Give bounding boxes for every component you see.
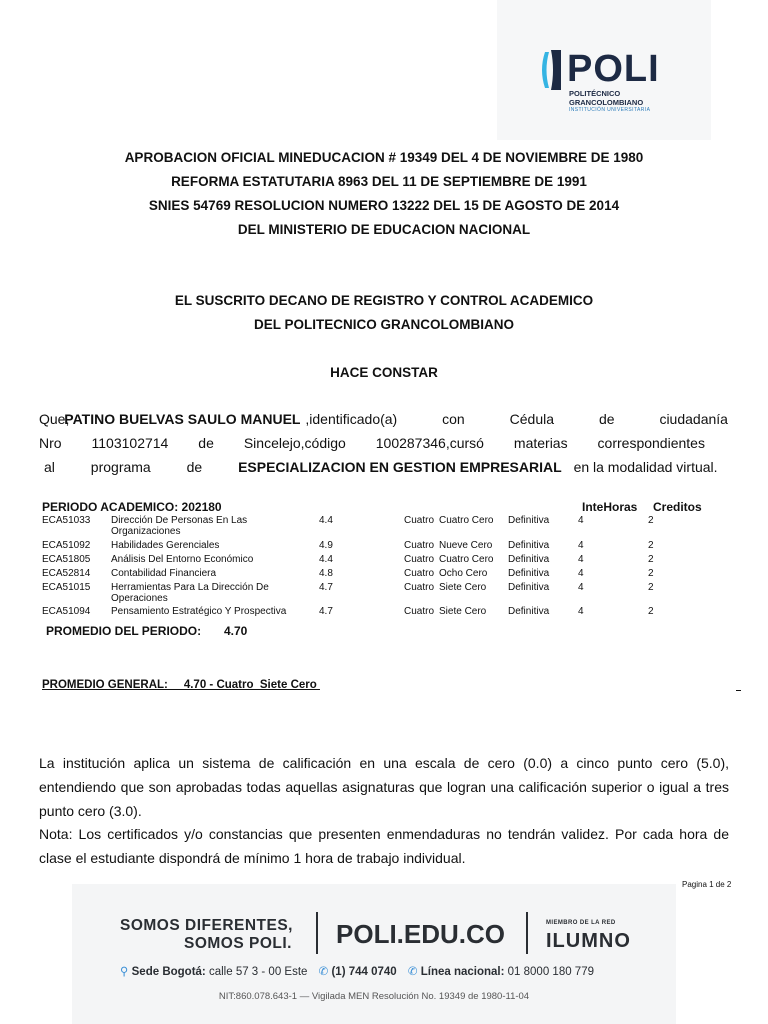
course-code: ECA51015 (42, 582, 91, 593)
statement-word: de (598, 411, 615, 427)
course-credits: 2 (648, 606, 654, 617)
national-line-number: 01 8000 180 779 (507, 966, 594, 978)
col-hours-header: InteHoras (582, 500, 638, 514)
course-grade: 4.8 (319, 568, 333, 579)
course-status: Definitiva (508, 606, 550, 617)
table-row (0, 515, 768, 543)
course-name: Herramientas Para La Dirección De Operaciones (111, 582, 269, 604)
period-average-label: PROMEDIO DEL PERIODO: (46, 624, 202, 638)
footer-divider (526, 912, 528, 954)
course-hours: 4 (578, 554, 584, 565)
grade-word-2: Siete Cero (439, 582, 487, 593)
statement-line-1 (39, 407, 728, 431)
phone-icon: ✆ (407, 966, 418, 978)
footer-network-name: ILUMNO (546, 930, 631, 952)
course-hours: 4 (578, 540, 584, 551)
footer-slogan-2: SOMOS POLI. (184, 935, 292, 952)
sede-label: Sede Bogotá: (131, 966, 206, 978)
signatory-line-1: EL SUSCRITO DECANO DE REGISTRO Y CONTROL ACADEMICO (174, 293, 594, 308)
course-credits: 2 (648, 568, 654, 579)
stray-underline (736, 690, 741, 691)
statement-word: con (442, 411, 465, 427)
program-name: ESPECIALIZACION EN GESTION EMPRESARIAL (238, 459, 562, 475)
phone-number: (1) 744 0740 (331, 966, 397, 978)
grade-word-2: Siete Cero (439, 606, 487, 617)
course-credits: 2 (648, 540, 654, 551)
header-line-3: SNIES 54769 RESOLUCION NUMERO 13222 DEL 15 DE AGOSTO DE 2014 (148, 198, 620, 213)
course-code: ECA51092 (42, 540, 91, 551)
hace-constar-heading: HACE CONSTAR (330, 365, 438, 380)
course-credits: 2 (648, 582, 654, 593)
sede-address: calle 57 3 - 00 Este (208, 966, 308, 978)
grade-word-1: Cuatro (404, 568, 435, 579)
header-line-2: REFORMA ESTATUTARIA 8963 DEL 11 DE SEPTIEMBRE DE 1991 (171, 174, 587, 189)
statement-word: materias (513, 435, 568, 451)
grade-word-1: Cuatro (404, 540, 435, 551)
footer-slogan-1: SOMOS DIFERENTES, (120, 917, 293, 934)
course-status: Definitiva (508, 515, 550, 526)
statement-word: en la modalidad virtual. (573, 459, 718, 475)
course-code: ECA51805 (42, 554, 91, 565)
grading-scale-note: La institución aplica un sistema de calificación en una escala de cero (0.0) a cinco punto cero (5.0), entendiendo que son aprobadas todas aquellas asignaturas que logran una calificación superior o igual a tres punto cero (3.0). (39, 755, 729, 819)
statement-word: ,identificado(a) (305, 411, 398, 427)
course-grade: 4.4 (319, 554, 333, 565)
period-average-value: 4.70 (224, 624, 248, 638)
course-status: Definitiva (508, 582, 550, 593)
student-name: PATINO BUELVAS SAULO MANUEL (64, 411, 301, 427)
statement-word: correspondientes (597, 435, 705, 451)
statement-word: de (186, 459, 203, 475)
header-line-1: APROBACION OFICIAL MINEDUCACION # 19349 DEL 4 DE NOVIEMBRE DE 1980 (124, 150, 644, 165)
course-hours: 4 (578, 515, 584, 526)
logo-line-3: INSTITUCIÓN UNIVERSITARIA (569, 107, 651, 113)
statement-word: Cédula (509, 411, 555, 427)
student-code: 100287346,cursó (375, 435, 484, 451)
course-status: Definitiva (508, 540, 550, 551)
footer-nit: NIT:860.078.643-1 — Vigilada MEN Resolución No. 19349 de 1980-11-04 (218, 991, 530, 1002)
national-line-label: Línea nacional: (420, 966, 505, 978)
footer-banner (72, 884, 676, 1024)
statement-word: ciudadanía (659, 411, 728, 427)
col-credits-header: Creditos (653, 500, 702, 514)
course-code: ECA51033 (42, 515, 91, 526)
grade-word-2: Cuatro Cero (439, 515, 494, 526)
course-name: Pensamiento Estratégico Y Prospectiva (111, 606, 287, 617)
logo-box (497, 0, 711, 140)
footer-member-label: MIEMBRO DE LA RED (546, 920, 616, 926)
footer-website: POLI.EDU.CO (336, 919, 506, 949)
course-hours: 4 (578, 568, 584, 579)
course-name: Contabilidad Financiera (111, 568, 217, 579)
statement-line-3 (39, 455, 729, 479)
phone-icon: ✆ (318, 966, 329, 978)
page-number: Pagina 1 de 2 (682, 880, 732, 889)
statement-word: Que, (39, 411, 70, 427)
course-name: Análisis Del Entorno Económico (111, 554, 254, 565)
course-status: Definitiva (508, 554, 550, 565)
grade-word-2: Nueve Cero (439, 540, 493, 551)
statement-word: Sincelejo,código (243, 435, 346, 451)
location-pin-icon: ⚲ (120, 966, 129, 978)
course-hours: 4 (578, 606, 584, 617)
validity-note: Nota: Los certificados y/o constancias que presenten enmendaduras no tendrán validez. Por cada hora de clase el estudiante dispondrá de mínimo 1 hora de trabajo individual. (39, 826, 729, 866)
course-status: Definitiva (508, 568, 550, 579)
statement-line-2 (39, 431, 705, 455)
course-grade: 4.4 (319, 515, 333, 526)
grade-word-1: Cuatro (404, 515, 435, 526)
statement-word: Nro (39, 435, 62, 451)
course-grade: 4.7 (319, 582, 333, 593)
footer-divider (316, 912, 318, 954)
course-grade: 4.9 (319, 540, 333, 551)
grade-word-2: Cuatro Cero (439, 554, 494, 565)
statement-word: al (44, 459, 55, 475)
general-average: PROMEDIO GENERAL: 4.70 - Cuatro Siete Cero (42, 679, 320, 691)
footer-contact (120, 964, 594, 978)
poli-logo-icon (539, 48, 565, 92)
course-hours: 4 (578, 582, 584, 593)
course-credits: 2 (648, 554, 654, 565)
course-code: ECA52814 (42, 568, 91, 579)
grade-word-1: Cuatro (404, 606, 435, 617)
grade-word-2: Ocho Cero (439, 568, 488, 579)
logo-wordmark: POLI (567, 48, 660, 90)
course-code: ECA51094 (42, 606, 91, 617)
grade-word-1: Cuatro (404, 582, 435, 593)
document-number: 1103102714 (91, 435, 169, 451)
statement-word: programa (90, 459, 151, 475)
period-label: PERIODO ACADEMICO: 202180 (42, 500, 222, 514)
course-grade: 4.7 (319, 606, 333, 617)
course-name: Dirección De Personas En Las Organizaciones (111, 515, 248, 537)
course-credits: 2 (648, 515, 654, 526)
logo-line-1: POLITÉCNICO (569, 89, 621, 98)
statement-word: de (198, 435, 214, 451)
logo-line-2: GRANCOLOMBIANO (569, 98, 644, 107)
header-line-4: DEL MINISTERIO DE EDUCACION NACIONAL (237, 222, 531, 237)
course-name: Habilidades Gerenciales (111, 540, 220, 551)
signatory-line-2: DEL POLITECNICO GRANCOLOMBIANO (253, 317, 514, 332)
grade-word-1: Cuatro (404, 554, 435, 565)
